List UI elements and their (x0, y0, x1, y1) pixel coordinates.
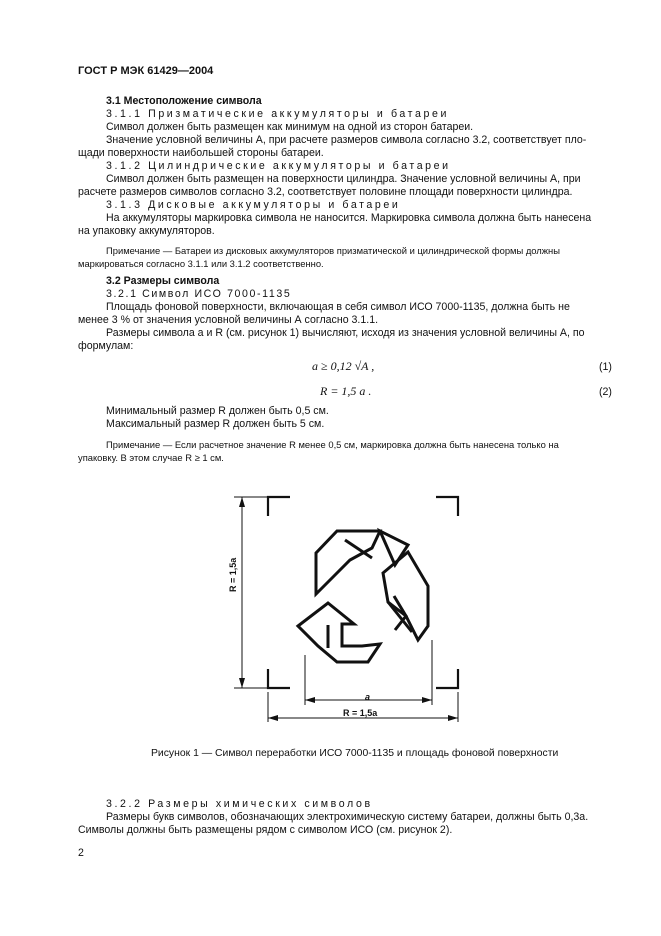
paragraph: На аккумуляторы маркировка символа не наносится. Маркировка символа должна быть нанесена (106, 212, 592, 224)
section-3-1-1-title: 3.1.1 Призматические аккумуляторы и батареи (106, 108, 449, 120)
paragraph: Размеры символа а и R (см. рисунок 1) вычисляют, исходя из значения условной величины А, по (106, 327, 585, 339)
dimension-label-horizontal: R = 1,5a (343, 708, 378, 718)
paragraph: Символы должны быть размещены рядом с символом ИСО (см. рисунок 2). (78, 824, 453, 836)
paragraph: Минимальный размер R должен быть 0,5 см. (106, 405, 329, 417)
formula-2-number: (2) (599, 386, 612, 398)
paragraph: Максимальный размер R должен быть 5 см. (106, 418, 325, 430)
figure-caption: Рисунок 1 — Символ переработки ИСО 7000-1135 и площадь фоновой поверхности (151, 748, 559, 759)
note: маркироваться согласно 3.1.1 или 3.1.2 соответственно. (78, 258, 324, 269)
paragraph: Площадь фоновой поверхности, включающая в себя символ ИСО 7000-1135, должна быть не (106, 301, 570, 313)
section-3-1-title: 3.1 Местоположение символа (106, 95, 262, 107)
recycling-icon (298, 531, 428, 662)
paragraph: щади поверхности наибольшей стороны батареи. (78, 147, 324, 159)
dimension-label-vertical: R = 1,5a (228, 557, 238, 592)
paragraph: менее 3 % от значения условной величины А согласно 3.1.1. (78, 314, 379, 326)
note: Примечание — Если расчетное значение R менее 0,5 см, маркировка должна быть нанесена только на (106, 439, 559, 450)
document-header: ГОСТ Р МЭК 61429—2004 (78, 65, 214, 77)
section-3-1-3-title: 3.1.3 Дисковые аккумуляторы и батареи (106, 199, 401, 211)
dimension-label-a: a (365, 692, 371, 702)
formula-1: a ≥ 0,12 √A , (312, 359, 375, 373)
paragraph: расчете размеров символов согласно 3.2, соответствует половине площади поверхности цилиндра. (78, 186, 573, 198)
section-3-2-title: 3.2 Размеры символа (106, 275, 220, 287)
paragraph: Символ должен быть размещен как минимум на одной из сторон батареи. (106, 121, 474, 133)
note: упаковку. В этом случае R ≥ 1 см. (78, 452, 224, 463)
paragraph: формулам: (78, 340, 134, 352)
section-3-1-2-title: 3.1.2 Цилиндрические аккумуляторы и батареи (106, 160, 451, 172)
note: Примечание — Батареи из дисковых аккумуляторов призматической и цилиндрической формы должны (106, 245, 560, 256)
formula-1-number: (1) (599, 361, 612, 373)
paragraph: Значение условной величины А, при расчете размеров символа согласно 3.2, соответствует пло- (106, 134, 587, 146)
section-3-2-2-title: 3.2.2 Размеры химических символов (106, 798, 373, 810)
page-number: 2 (78, 847, 84, 859)
formula-2: R = 1,5 a . (320, 384, 372, 398)
section-3-2-1-title: 3.2.1 Символ ИСО 7000-1135 (106, 288, 292, 300)
paragraph: Символ должен быть размещен на поверхности цилиндра. Значение условной величины А, при (106, 173, 581, 185)
paragraph: Размеры букв символов, обозначающих электрохимическую систему батареи, должны быть 0,3а. (106, 811, 589, 823)
paragraph: на упаковку аккумуляторов. (78, 225, 215, 237)
